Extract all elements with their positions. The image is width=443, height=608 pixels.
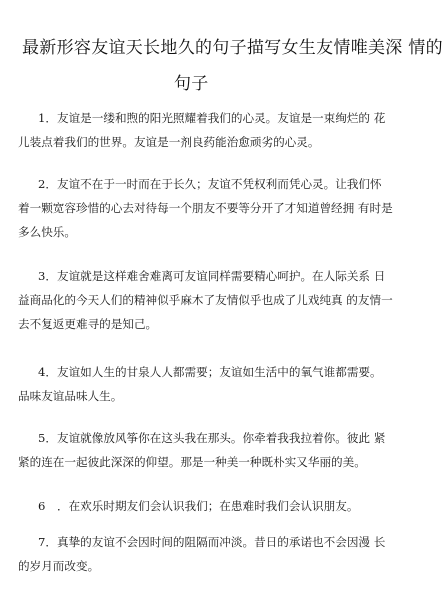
paragraph-line: 着一颗宽容珍惜的心去对待每一个朋友不要等分开了才知道曾经拥 有时是: [18, 201, 393, 215]
paragraph-4: [18, 362, 384, 410]
paragraph-line: 2．友谊不在于一时而在于长久；友谊不凭权利而凭心灵。让我们怀: [38, 177, 382, 191]
paragraph-3: [18, 266, 393, 338]
paragraph-6: [18, 496, 384, 520]
paragraph-7: [18, 532, 384, 580]
paragraph-1: [18, 108, 384, 156]
paragraph-line: 3．友谊就是这样难舍难离可友谊同样需要精心呵护。在人际关系 日: [38, 269, 386, 283]
paragraph-5: [18, 428, 384, 476]
paragraph-line: 益商品化的今天人们的精神似乎麻木了友情似乎也成了儿戏纯真 的友情一: [18, 293, 393, 307]
document-title: [22, 32, 443, 100]
paragraph-line: 5．友谊就像放风筝你在这头我在那头。你牵着我我拉着你。彼此 紧: [38, 431, 386, 445]
paragraph-line: 紧的连在一起彼此深深的仰望。那是一种美一种既朴实又华丽的美。: [18, 455, 366, 469]
title-line-2: 句子: [174, 74, 209, 94]
paragraph-line: 的岁月而改变。: [18, 559, 100, 573]
title-line-1: 最新形容友谊天长地久的句子描写女生友情唯美深 情的: [22, 38, 443, 58]
paragraph-2: [18, 174, 393, 246]
paragraph-line: 4．友谊如人生的甘泉人人都需要；友谊如生活中的氧气谁都需要。: [38, 365, 382, 379]
paragraph-line: 品味友谊品味人生。: [18, 389, 123, 403]
paragraph-line: 6 ．在欢乐时期友们会认识我们；在患难时我们会认识朋友。: [38, 499, 359, 513]
paragraph-line: 7．真挚的友谊不会因时间的阻隔而冲淡。昔日的承诺也不会因漫 长: [38, 535, 386, 549]
paragraph-line: 多么快乐。: [18, 225, 76, 239]
paragraph-line: 去不复返更难寻的是知己。: [18, 317, 158, 331]
paragraph-line: 儿装点着我们的世界。友谊是一剂良药能治愈顽劣的心灵。: [18, 135, 320, 149]
paragraph-line: 1．友谊是一缕和煦的阳光照耀着我们的心灵。友谊是一束绚烂的 花: [38, 111, 386, 125]
